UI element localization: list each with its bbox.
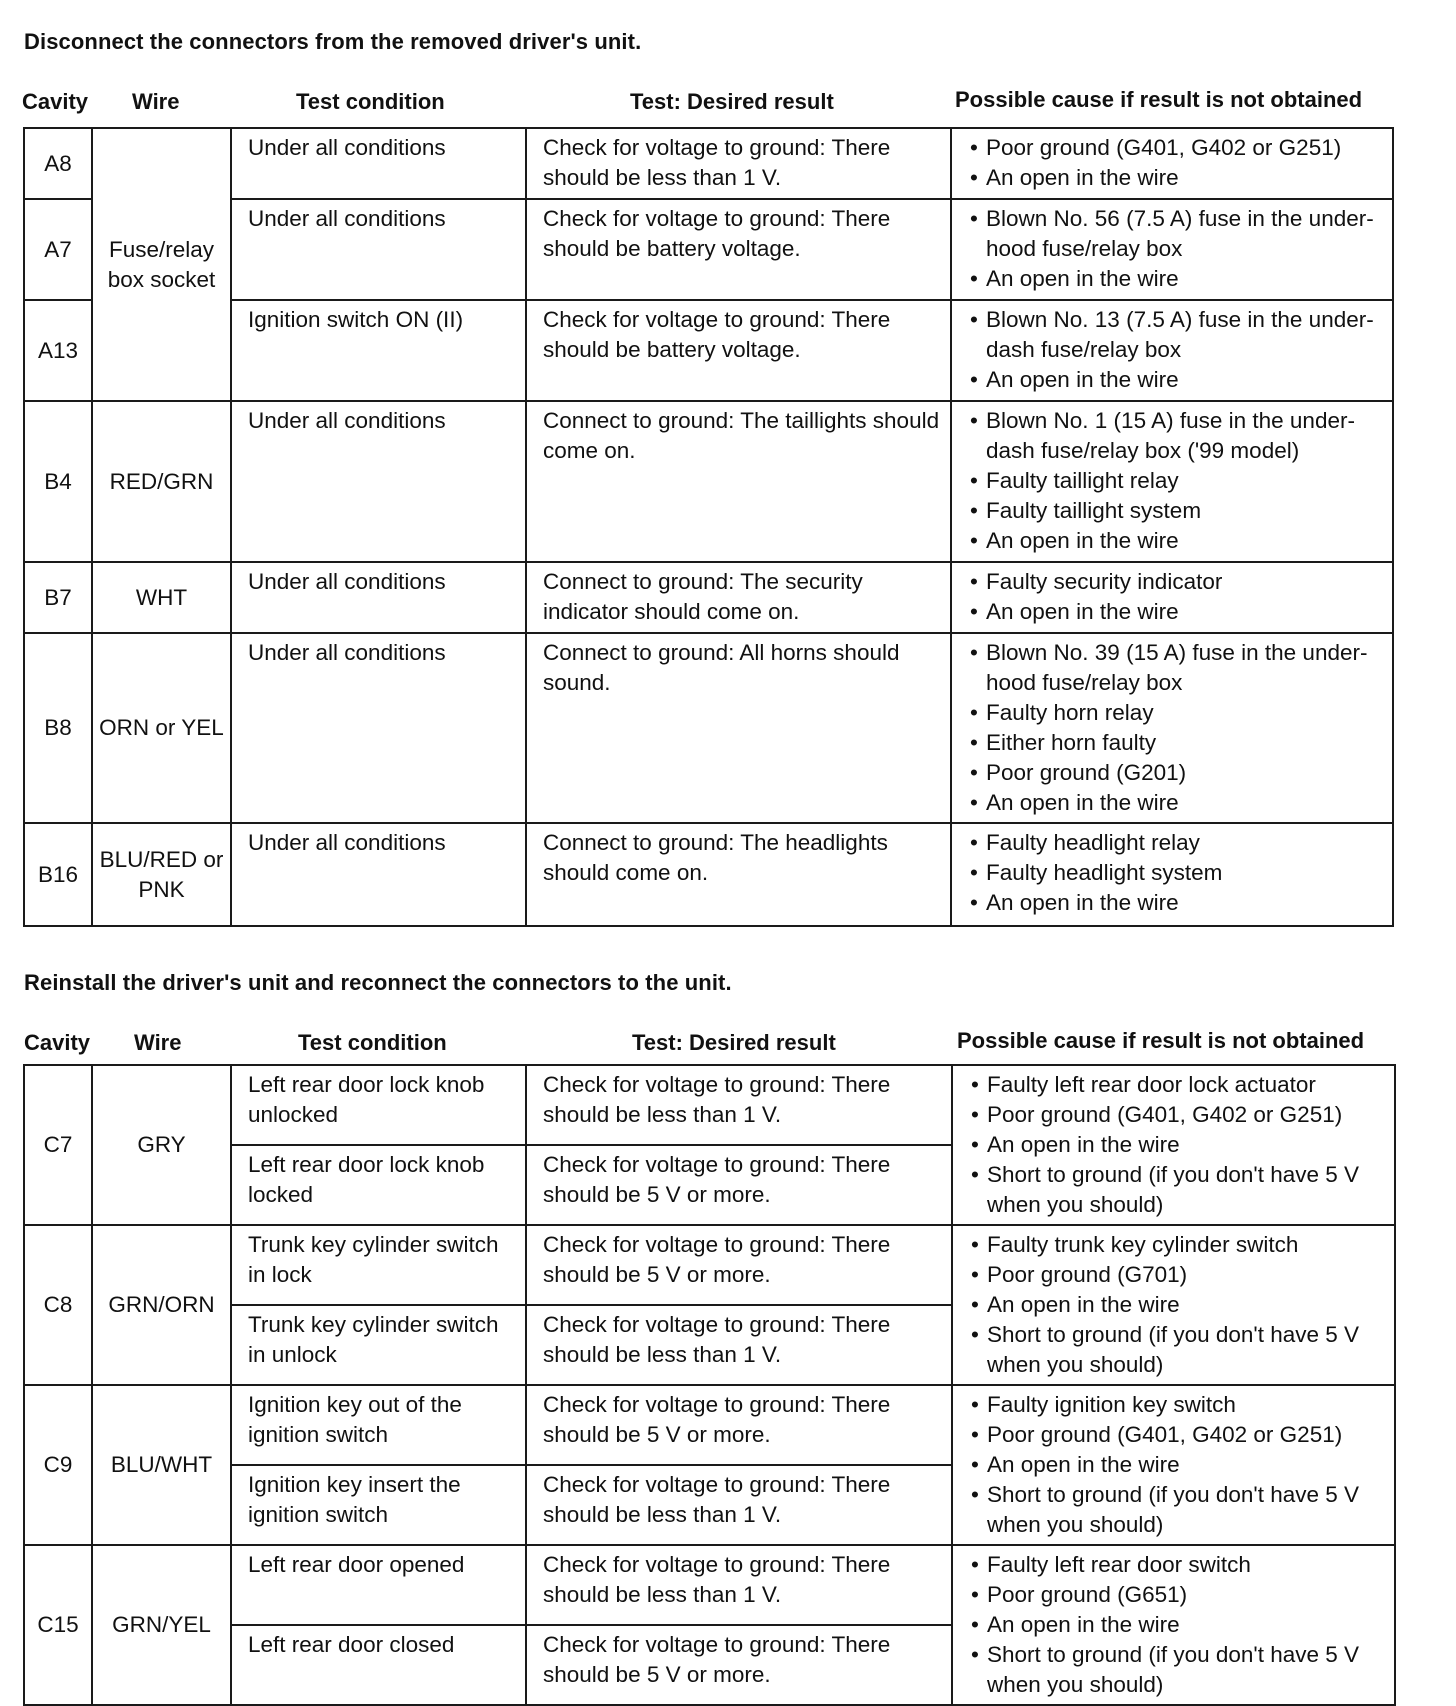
cause-item: • Faulty left rear door lock actuator [971,1070,1386,1100]
cause-item: • Faulty left rear door switch [971,1550,1386,1580]
cause-item: • An open in the wire [971,1290,1386,1320]
cause-item: • Poor ground (G701) [971,1260,1386,1290]
section1-heading: Disconnect the connectors from the removed driver's unit. [24,29,642,54]
cause-item: • An open in the wire [970,526,1384,556]
condition-cell: Under all conditions [231,823,526,926]
wire-cell: RED/GRN [92,401,231,562]
col-header-cavity: Cavity [24,1030,91,1055]
wire-cell: BLU/WHT [92,1385,231,1545]
col-header-cavity: Cavity [22,89,89,114]
cause-item: • Poor ground (G401, G402 or G251) [971,1420,1386,1450]
result-cell: Connect to ground: The security indicator should come on. [526,562,951,633]
condition-cell: Under all conditions [231,128,526,199]
cause-cell [951,633,1393,823]
cause-cell [952,1065,1395,1225]
cause-cell [951,562,1393,633]
cause-item: • Short to ground (if you don't have 5 V when you should) [971,1640,1386,1700]
cause-cell [951,401,1393,562]
col-header-result: Test: Desired result [630,89,834,114]
cavity-cell: A8 [24,128,92,199]
condition-cell: Trunk key cylinder switch in lock [231,1225,526,1305]
cause-cell [951,199,1393,300]
result-cell: Connect to ground: The taillights should come on. [526,401,951,562]
cavity-cell: C7 [24,1065,92,1225]
cause-item: • Blown No. 39 (15 A) fuse in the under-hood fuse/relay box [970,638,1384,698]
result-cell: Check for voltage to ground: There should be battery voltage. [526,300,951,401]
cause-item: • Faulty trunk key cylinder switch [971,1230,1386,1260]
cause-item: • Poor ground (G201) [970,758,1384,788]
wire-cell: BLU/RED or PNK [92,823,231,926]
condition-cell: Left rear door lock knob locked [231,1145,526,1225]
condition-cell: Under all conditions [231,401,526,562]
cause-cell [951,128,1393,199]
cause-item: • An open in the wire [970,888,1384,918]
result-cell: Check for voltage to ground: There should be 5 V or more. [526,1225,952,1305]
cause-item: • An open in the wire [970,365,1384,395]
col-header-wire: Wire [132,89,180,114]
result-cell: Check for voltage to ground: There should be 5 V or more. [526,1385,952,1465]
result-cell: Check for voltage to ground: There should be 5 V or more. [526,1625,952,1705]
condition-cell: Left rear door closed [231,1625,526,1705]
table-row [24,1545,1395,1625]
cause-cell [952,1545,1395,1705]
cause-cell [952,1385,1395,1545]
cause-item: • Faulty security indicator [970,567,1384,597]
condition-cell: Trunk key cylinder switch in unlock [231,1305,526,1385]
cavity-cell: B4 [24,401,92,562]
result-cell: Check for voltage to ground: There should be 5 V or more. [526,1145,952,1225]
wire-cell: Fuse/relay box socket [92,128,231,401]
cause-item: • An open in the wire [970,788,1384,818]
cause-item: • Poor ground (G651) [971,1580,1386,1610]
result-cell: Check for voltage to ground: There should be less than 1 V. [526,1065,952,1145]
wire-cell: GRN/ORN [92,1225,231,1385]
result-cell: Connect to ground: All horns should sound. [526,633,951,823]
cause-item: • Short to ground (if you don't have 5 V when you should) [971,1320,1386,1380]
condition-cell: Under all conditions [231,562,526,633]
col-header-condition: Test condition [296,89,445,114]
condition-cell: Ignition key insert the ignition switch [231,1465,526,1545]
table-row [24,1385,1395,1465]
condition-cell: Under all conditions [231,633,526,823]
cause-item: • An open in the wire [971,1130,1386,1160]
condition-cell: Ignition switch ON (II) [231,300,526,401]
cause-item: • Poor ground (G401, G402 or G251) [971,1100,1386,1130]
cavity-cell: B8 [24,633,92,823]
table-row [24,1225,1395,1305]
test-table-2 [23,1064,1396,1706]
table-row [24,128,1393,199]
cause-item: • Short to ground (if you don't have 5 V when you should) [971,1160,1386,1220]
cause-item: • An open in the wire [971,1610,1386,1640]
cavity-cell: B16 [24,823,92,926]
result-cell: Check for voltage to ground: There should be less than 1 V. [526,1465,952,1545]
table-row [24,1065,1395,1145]
condition-cell: Left rear door lock knob unlocked [231,1065,526,1145]
cavity-cell: C15 [24,1545,92,1705]
wire-cell: GRY [92,1065,231,1225]
result-cell: Check for voltage to ground: There should be less than 1 V. [526,1545,952,1625]
table-row [24,633,1393,823]
section2-heading: Reinstall the driver's unit and reconnect the connectors to the unit. [24,970,732,995]
col-header-cause: Possible cause if result is not obtained [957,1028,1365,1053]
col-header-condition: Test condition [298,1030,447,1055]
cause-item: • Faulty headlight system [970,858,1384,888]
cavity-cell: C8 [24,1225,92,1385]
cause-item: • Blown No. 56 (7.5 A) fuse in the under-hood fuse/relay box [970,204,1384,264]
cause-item: • Faulty ignition key switch [971,1390,1386,1420]
condition-cell: Ignition key out of the ignition switch [231,1385,526,1465]
test-table-1 [23,127,1394,927]
table-row [24,401,1393,562]
result-cell: Check for voltage to ground: There should be less than 1 V. [526,1305,952,1385]
cavity-cell: C9 [24,1385,92,1545]
cause-item: • An open in the wire [970,264,1384,294]
cause-item: • Faulty horn relay [970,698,1384,728]
cause-cell [952,1225,1395,1385]
table-row [24,823,1393,926]
cause-item: • Faulty headlight relay [970,828,1384,858]
result-cell: Connect to ground: The headlights should come on. [526,823,951,926]
col-header-wire: Wire [134,1030,182,1055]
cause-item: • An open in the wire [971,1450,1386,1480]
col-header-cause: Possible cause if result is not obtained [955,87,1363,112]
cause-item: • Short to ground (if you don't have 5 V when you should) [971,1480,1386,1540]
result-cell: Check for voltage to ground: There should be less than 1 V. [526,128,951,199]
table-row [24,562,1393,633]
wire-cell: WHT [92,562,231,633]
cavity-cell: A13 [24,300,92,401]
cause-item: • Faulty taillight relay [970,466,1384,496]
wire-cell: ORN or YEL [92,633,231,823]
cause-item: • Poor ground (G401, G402 or G251) [970,133,1384,163]
cause-item: • Either horn faulty [970,728,1384,758]
cause-item: • Blown No. 1 (15 A) fuse in the under-dash fuse/relay box ('99 model) [970,406,1384,466]
result-cell: Check for voltage to ground: There should be battery voltage. [526,199,951,300]
cause-item: • An open in the wire [970,163,1384,193]
cause-item: • Faulty taillight system [970,496,1384,526]
cavity-cell: A7 [24,199,92,300]
condition-cell: Left rear door opened [231,1545,526,1625]
cause-cell [951,823,1393,926]
cause-item: • An open in the wire [970,597,1384,627]
col-header-result: Test: Desired result [632,1030,836,1055]
cause-cell [951,300,1393,401]
condition-cell: Under all conditions [231,199,526,300]
cavity-cell: B7 [24,562,92,633]
cause-item: • Blown No. 13 (7.5 A) fuse in the under-dash fuse/relay box [970,305,1384,365]
wire-cell: GRN/YEL [92,1545,231,1705]
